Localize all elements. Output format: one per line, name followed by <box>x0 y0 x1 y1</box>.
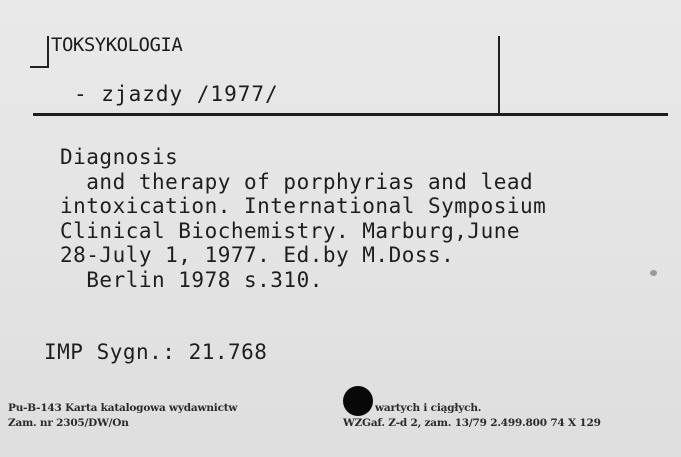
entry-line: and therapy of porphyrias and lead <box>60 169 534 194</box>
footer-print-line-2-right: WZGaf. Z-d 2, zam. 13/79 2.499.800 74 X 129 <box>343 417 601 429</box>
corner-mark-vertical <box>47 36 49 67</box>
footer-print-line-1-left: Pu-B-143 Karta katalogowa wydawnictw <box>8 402 238 414</box>
entry-line: 28-July 1, 1977. Ed.by M.Doss. <box>60 243 455 268</box>
entry-line: Berlin 1978 s.310. <box>60 267 323 292</box>
footer-print-line-1-right: wartych i ciągłych. <box>375 402 482 414</box>
ink-smudge <box>650 270 657 276</box>
entry-line: intoxication. International Symposium <box>60 194 547 219</box>
horizontal-divider <box>33 113 668 116</box>
vertical-divider <box>498 36 500 116</box>
bibliographic-entry <box>60 145 546 293</box>
corner-mark-horizontal <box>30 66 49 68</box>
call-number: IMP Sygn.: 21.768 <box>44 340 268 364</box>
entry-line: Diagnosis <box>60 145 179 169</box>
subject-heading: TOKSYKOLOGIA <box>51 34 183 56</box>
subject-subheading: - zjazdy /1977/ <box>74 82 279 106</box>
punch-hole <box>343 386 373 416</box>
entry-line: Clinical Biochemistry. Marburg,June <box>60 218 521 243</box>
footer-print-line-2-left: Zam. nr 2305/DW/On <box>8 417 129 429</box>
